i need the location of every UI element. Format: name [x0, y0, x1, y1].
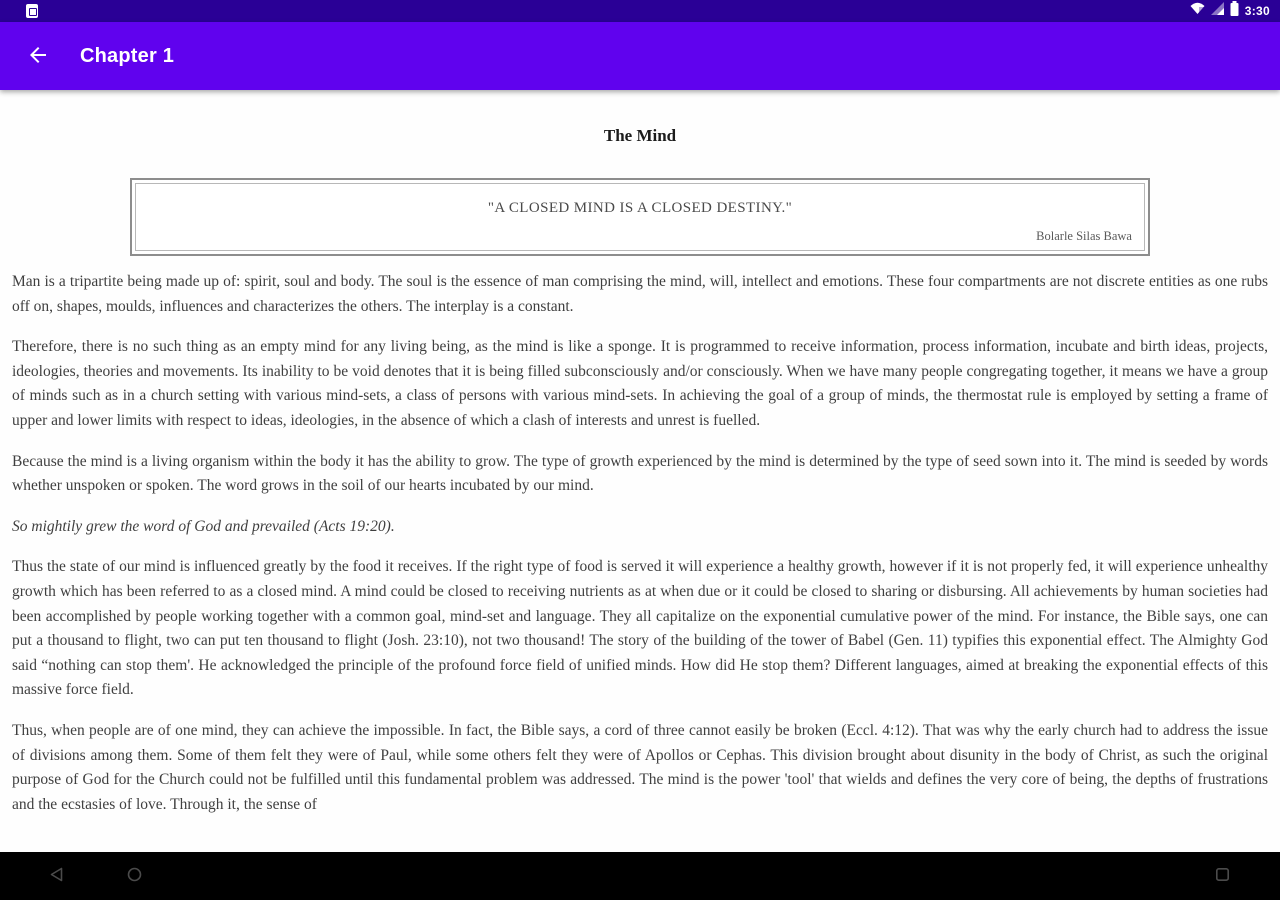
quote-box [130, 178, 1150, 256]
quote-attribution: Bolarle Silas Bawa [1036, 229, 1132, 243]
status-time: 3:30 [1244, 4, 1270, 18]
wifi-icon [1190, 2, 1205, 20]
chapter-content[interactable] [0, 90, 1280, 852]
app-bar [0, 22, 1280, 90]
battery-icon [1230, 1, 1239, 21]
nav-home-button[interactable] [110, 852, 158, 900]
paragraph: Man is a tripartite being made up of: spirit, soul and body. The soul is the essence of man comprising the mind, will, intellect and emotions. These four compartments are not discrete entities as one rubs off on, shapes, moulds, influences and characterizes the others. The interplay is a constant. [12, 273, 1268, 315]
cellular-signal-icon [1211, 2, 1224, 20]
back-triangle-icon [50, 867, 65, 885]
nav-back-button[interactable] [33, 852, 81, 900]
back-button[interactable] [14, 32, 62, 80]
chapter-paragraphs [12, 270, 1268, 817]
back-arrow-icon [26, 43, 50, 70]
nav-recents-button[interactable] [1198, 852, 1246, 900]
recents-square-icon [1215, 867, 1230, 885]
status-bar [0, 0, 1280, 22]
status-bar-right [1190, 1, 1270, 21]
quote-text: "A CLOSED MIND IS A CLOSED DESTINY." [487, 200, 793, 216]
app-bar-title: Chapter 1 [80, 44, 175, 67]
paragraph: Because the mind is a living organism within the body it has the ability to grow. The type of growth experienced by the mind is determined by the type of seed sown into it. The mind is seeded by words whether unspoken or spoken. The word grows in the soil of our hearts incubated by our mind. [12, 452, 1268, 495]
paragraph: So mightily grew the word of God and prevailed (Acts 19:20). [12, 517, 395, 535]
chapter-title: The Mind [603, 126, 677, 145]
paragraph: Therefore, there is no such thing as an empty mind for any living being, as the mind is like a sponge. It is programmed to receive information, process information, incubate and birth ideas, projects, ideologies, theories and movements. Its inability to be void denotes that it is being filled subconsciously and/or consciously. When we have many people congregating together, it means we have a group of minds such as in a church setting with various mind-sets, a class of persons with various mind-sets. In achieving the goal of a group of minds, the thermostat rule is employed by setting a frame of upper and lower limits with respect to ideas, ideologies, in the absence of which a clash of interests and unrest is fuelled. [12, 338, 1268, 429]
paragraph: Thus, when people are of one mind, they can achieve the impossible. In fact, the Bible says, a cord of three cannot easily be broken (Eccl. 4:12). That was why the early church had to address the issue of divisions among them. Some of them felt they were of Paul, while some others felt they were of Apollos or Cephas. This division brought about disunity in the body of Christ, as such the original purpose of God for the Church could not be fulfilled until this fundamental problem was addressed. The mind is the power 'tool' that wields and defines the very core of being, the depths of frustrations and the ecstasies of love. Through it, the sense of [12, 721, 1268, 813]
app-notification-icon [26, 4, 38, 18]
quote-box-inner [135, 183, 1145, 251]
navigation-bar [0, 852, 1280, 900]
paragraph: Thus the state of our mind is influenced greatly by the food it receives. If the right type of food is served it will experience a healthy growth, however if it is not properly fed, it will experience unhealthy growth which has been referred to as a closed mind. A mind could be closed to receiving nutrients as at when due or it could be closed to sharing or disbursing. All achievements by human societies had been accomplished by people working together with a common goal, mind-set and language. They all capitalize on the exponential cumulative power of the mind. For instance, the Bible says, one can put a thousand to flight, two can put ten thousand to flight (Josh. 23:10), not two thousand! The story of the building of the tower of Babel (Gen. 11) typifies this exponential effect. The Almighty God said “nothing can stop them'. He acknowledged the principle of the profound force field of unified minds. How did He stop them? Different languages, aimed at breaking the exponential effects of this massive force field. [12, 558, 1268, 699]
home-circle-icon [127, 867, 142, 885]
